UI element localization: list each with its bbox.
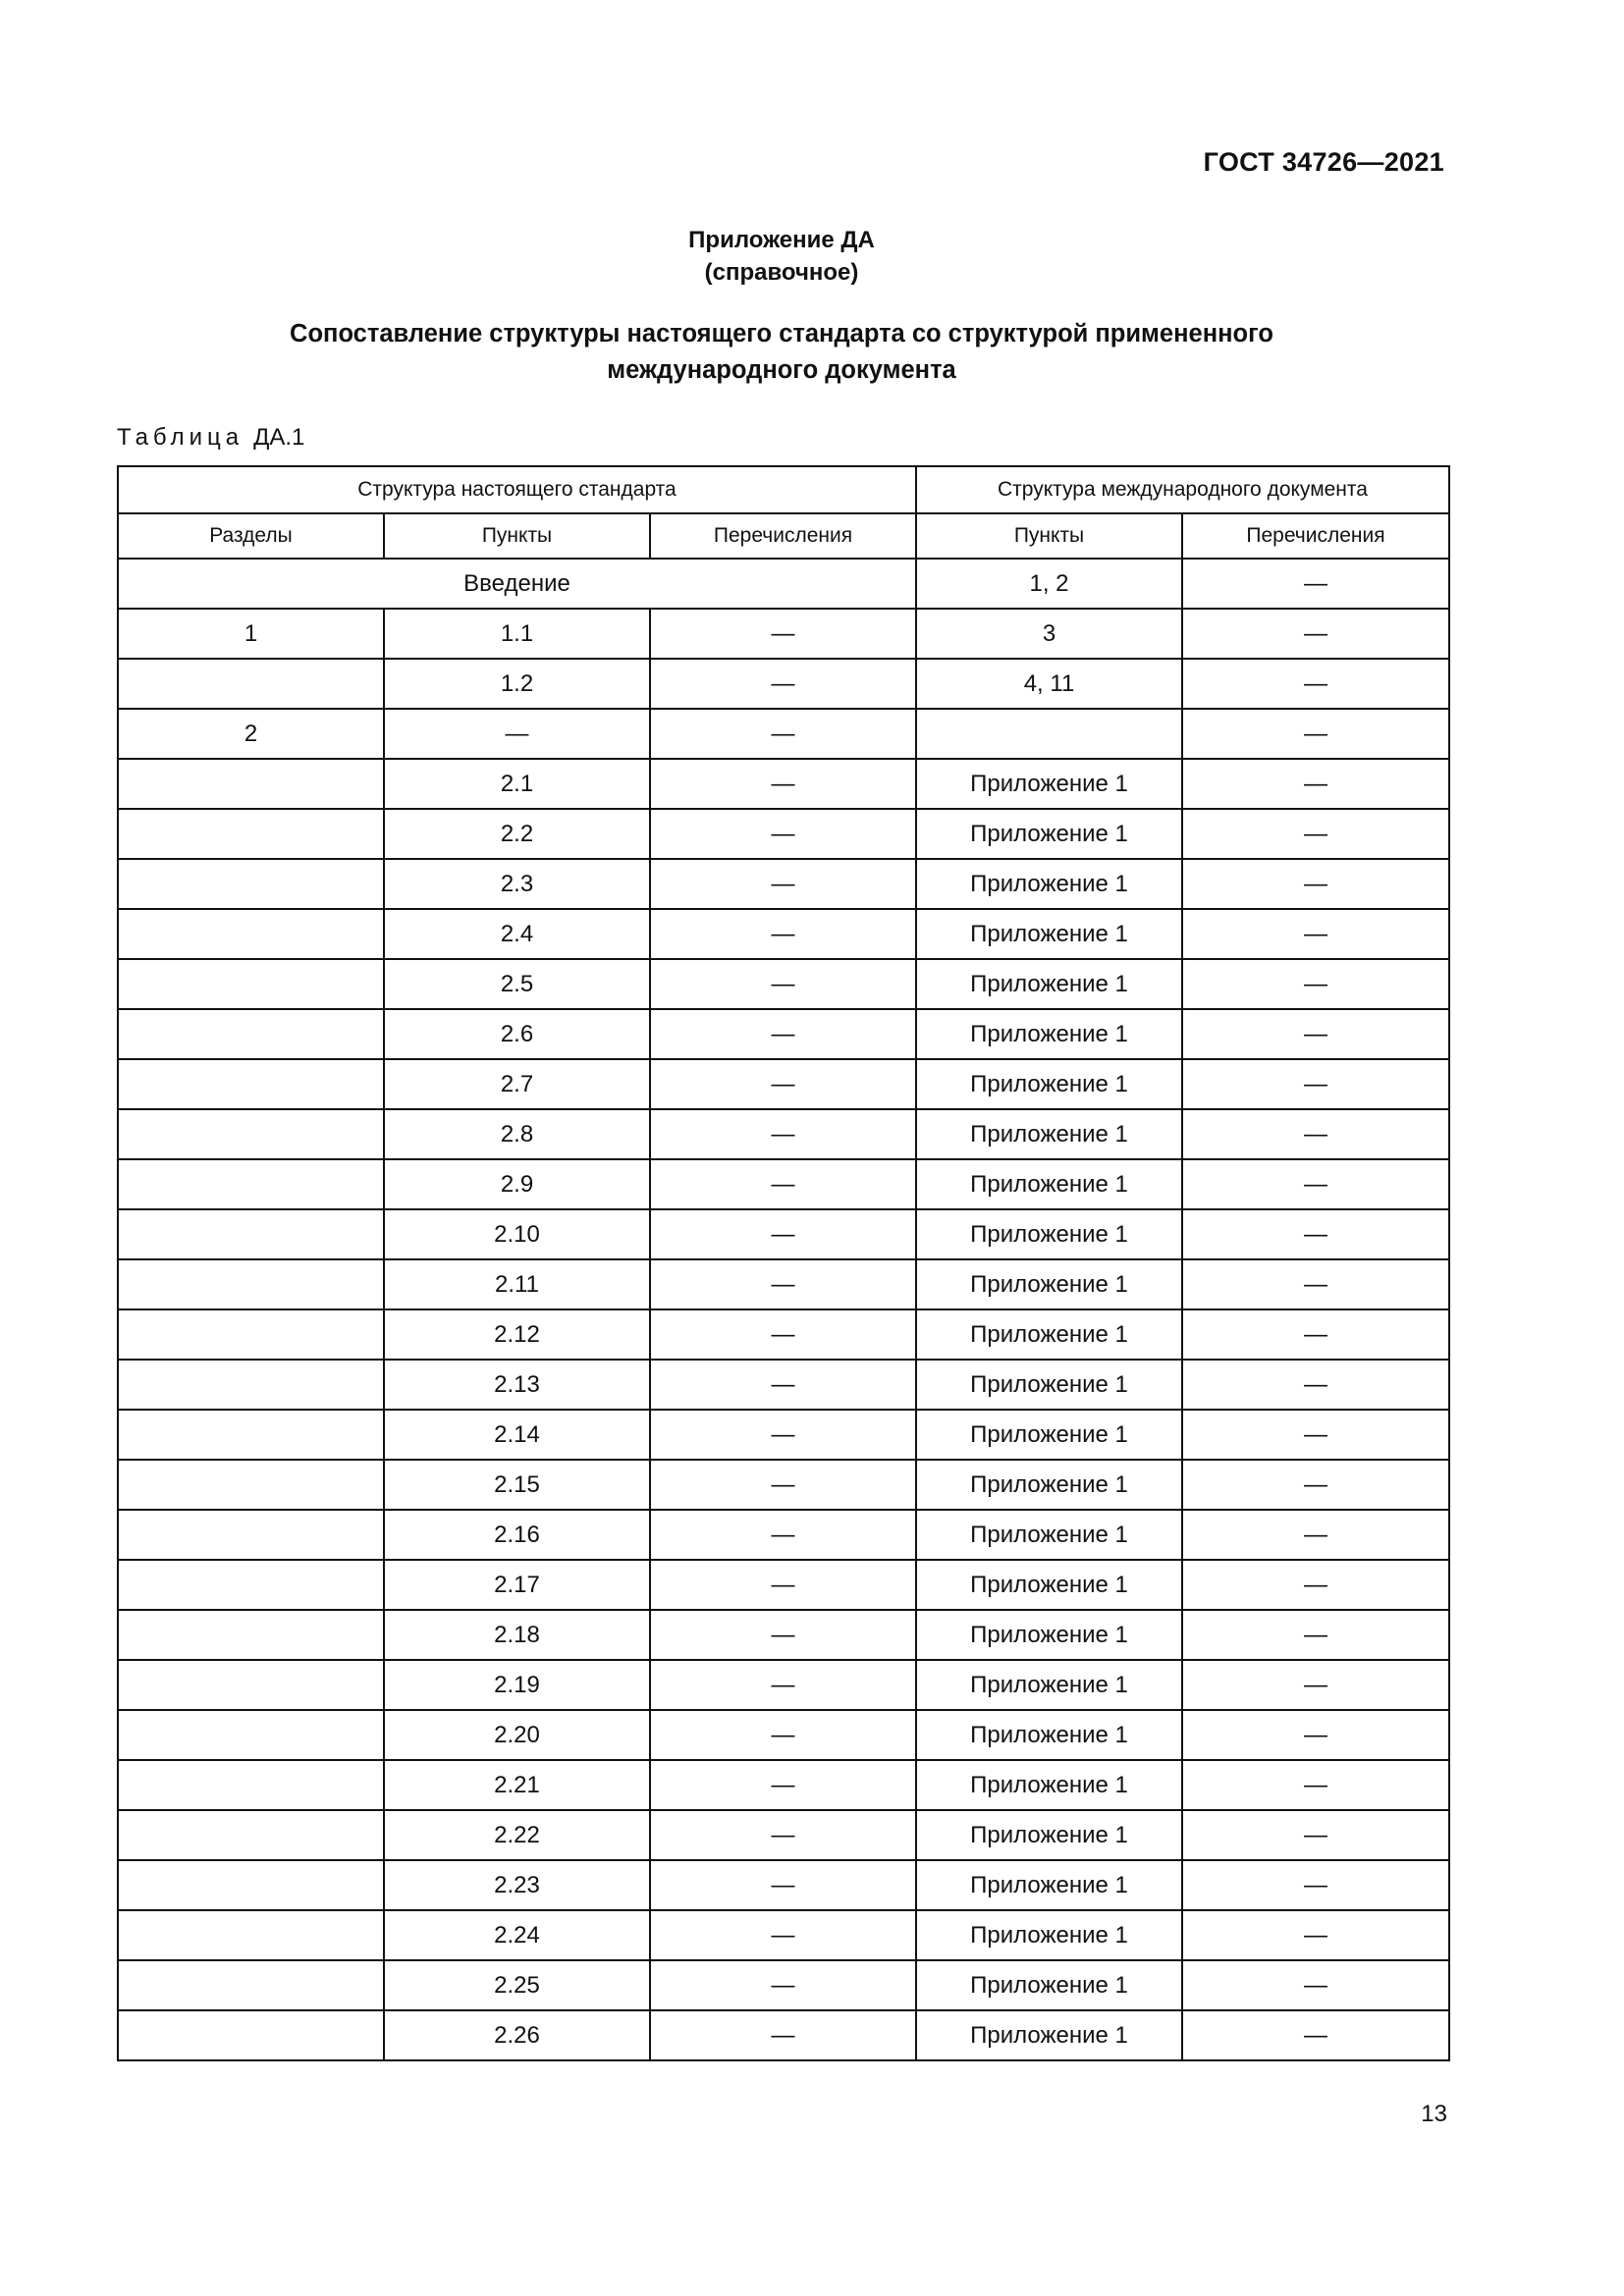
- column-header-clauses: Пункты: [384, 513, 650, 559]
- table-group-header-row: [118, 466, 1449, 513]
- enumeration-cell: —: [650, 1109, 916, 1159]
- group-header-this-standard: Структура настоящего стандарта: [118, 466, 916, 513]
- intl-enumeration-cell: —: [1182, 2010, 1449, 2060]
- intl-enumeration-cell: —: [1182, 1860, 1449, 1910]
- intl-clause-cell: Приложение 1: [916, 1860, 1182, 1910]
- clause-cell: 2.20: [384, 1710, 650, 1760]
- section-cell: [118, 1660, 384, 1710]
- intl-clause-cell: Приложение 1: [916, 1209, 1182, 1259]
- intl-clause-cell: Приложение 1: [916, 1710, 1182, 1760]
- column-header-enumerations: Перечисления: [650, 513, 916, 559]
- section-cell: [118, 1109, 384, 1159]
- table-row: [118, 759, 1449, 809]
- clause-cell: 2.14: [384, 1410, 650, 1460]
- section-cell: [118, 1410, 384, 1460]
- intl-clause-cell: 3: [916, 609, 1182, 659]
- enumeration-cell: —: [650, 1560, 916, 1610]
- clause-cell: 2.9: [384, 1159, 650, 1209]
- section-cell: [118, 2010, 384, 2060]
- intl-clause-cell: Приложение 1: [916, 1910, 1182, 1960]
- table-row: [118, 959, 1449, 1009]
- table-row: [118, 1460, 1449, 1510]
- page-title: [0, 316, 1563, 389]
- section-cell: [118, 1910, 384, 1960]
- intl-enumeration-cell: —: [1182, 1410, 1449, 1460]
- table-row: [118, 1760, 1449, 1810]
- section-cell: [118, 1009, 384, 1059]
- enumeration-cell: —: [650, 1610, 916, 1660]
- intl-enumeration-cell: —: [1182, 1810, 1449, 1860]
- section-cell: 2: [118, 709, 384, 759]
- intl-enumeration-cell: —: [1182, 1910, 1449, 1960]
- page-title-line-1: Сопоставление структуры настоящего стандарта со структурой примененного: [290, 320, 1273, 347]
- table-caption: [117, 424, 304, 452]
- table-row: [118, 859, 1449, 909]
- enumeration-cell: —: [650, 609, 916, 659]
- table-row: [118, 1109, 1449, 1159]
- section-cell: [118, 959, 384, 1009]
- table-row: [118, 1309, 1449, 1360]
- clause-cell: 1.1: [384, 609, 650, 659]
- section-cell: [118, 1810, 384, 1860]
- intl-enumeration-cell: —: [1182, 1560, 1449, 1610]
- enumeration-cell: —: [650, 1960, 916, 2010]
- appendix-heading: [0, 224, 1563, 289]
- intl-enumeration-cell: —: [1182, 1360, 1449, 1410]
- enumeration-cell: —: [650, 1159, 916, 1209]
- enumeration-cell: —: [650, 1410, 916, 1460]
- table-row: [118, 1259, 1449, 1309]
- intro-intl-enumerations-cell: —: [1182, 559, 1449, 609]
- table-row: [118, 1360, 1449, 1410]
- enumeration-cell: —: [650, 1360, 916, 1410]
- enumeration-cell: —: [650, 2010, 916, 2060]
- clause-cell: 2.1: [384, 759, 650, 809]
- intl-enumeration-cell: —: [1182, 909, 1449, 959]
- table-row: [118, 659, 1449, 709]
- intl-enumeration-cell: —: [1182, 1259, 1449, 1309]
- intl-enumeration-cell: —: [1182, 1460, 1449, 1510]
- enumeration-cell: —: [650, 1910, 916, 1960]
- intl-enumeration-cell: —: [1182, 1059, 1449, 1109]
- clause-cell: 2.23: [384, 1860, 650, 1910]
- clause-cell: 2.6: [384, 1009, 650, 1059]
- clause-cell: 2.13: [384, 1360, 650, 1410]
- intl-clause-cell: Приложение 1: [916, 1109, 1182, 1159]
- intl-enumeration-cell: —: [1182, 809, 1449, 859]
- enumeration-cell: —: [650, 1209, 916, 1259]
- intl-clause-cell: Приложение 1: [916, 1460, 1182, 1510]
- clause-cell: 2.17: [384, 1560, 650, 1610]
- enumeration-cell: —: [650, 1510, 916, 1560]
- table-row-introduction: [118, 559, 1449, 609]
- table-row: [118, 1510, 1449, 1560]
- intl-enumeration-cell: —: [1182, 1710, 1449, 1760]
- enumeration-cell: —: [650, 1710, 916, 1760]
- section-cell: [118, 1960, 384, 2010]
- table-row: [118, 1960, 1449, 2010]
- section-cell: [118, 1309, 384, 1360]
- intl-enumeration-cell: —: [1182, 859, 1449, 909]
- intro-intl-clauses-cell: 1, 2: [916, 559, 1182, 609]
- intl-enumeration-cell: —: [1182, 1510, 1449, 1560]
- intl-clause-cell: Приложение 1: [916, 1410, 1182, 1460]
- enumeration-cell: —: [650, 1660, 916, 1710]
- intl-clause-cell: Приложение 1: [916, 809, 1182, 859]
- enumeration-cell: —: [650, 959, 916, 1009]
- intl-clause-cell: Приложение 1: [916, 1309, 1182, 1360]
- intl-enumeration-cell: —: [1182, 1960, 1449, 2010]
- enumeration-cell: —: [650, 1009, 916, 1059]
- intl-enumeration-cell: —: [1182, 759, 1449, 809]
- table-row: [118, 1209, 1449, 1259]
- table-caption-word: Таблица: [117, 424, 244, 451]
- table-row: [118, 1009, 1449, 1059]
- intl-clause-cell: Приложение 1: [916, 2010, 1182, 2060]
- table-column-header-row: [118, 513, 1449, 559]
- column-header-sections: Разделы: [118, 513, 384, 559]
- section-cell: [118, 1259, 384, 1309]
- enumeration-cell: —: [650, 709, 916, 759]
- section-cell: [118, 759, 384, 809]
- section-cell: [118, 859, 384, 909]
- table-row: [118, 1410, 1449, 1460]
- intl-enumeration-cell: —: [1182, 959, 1449, 1009]
- document-code: ГОСТ 34726—2021: [1203, 147, 1444, 177]
- intro-label-cell: Введение: [118, 559, 916, 609]
- section-cell: [118, 1710, 384, 1760]
- section-cell: [118, 809, 384, 859]
- enumeration-cell: —: [650, 1760, 916, 1810]
- enumeration-cell: —: [650, 859, 916, 909]
- enumeration-cell: —: [650, 759, 916, 809]
- table-row: [118, 809, 1449, 859]
- enumeration-cell: —: [650, 659, 916, 709]
- intl-clause-cell: Приложение 1: [916, 959, 1182, 1009]
- intl-clause-cell: Приложение 1: [916, 1810, 1182, 1860]
- clause-cell: 2.26: [384, 2010, 650, 2060]
- intl-clause-cell: Приложение 1: [916, 1760, 1182, 1810]
- appendix-title: Приложение ДА: [688, 227, 875, 253]
- page-title-line-2: международного документа: [607, 356, 956, 384]
- intl-enumeration-cell: —: [1182, 1760, 1449, 1810]
- table-row: [118, 1610, 1449, 1660]
- table-row: [118, 709, 1449, 759]
- table-row: [118, 1660, 1449, 1710]
- intl-enumeration-cell: —: [1182, 1309, 1449, 1360]
- intl-clause-cell: Приложение 1: [916, 859, 1182, 909]
- table-row: [118, 2010, 1449, 2060]
- clause-cell: 2.12: [384, 1309, 650, 1360]
- clause-cell: 2.8: [384, 1109, 650, 1159]
- enumeration-cell: —: [650, 1810, 916, 1860]
- enumeration-cell: —: [650, 909, 916, 959]
- intl-clause-cell: Приложение 1: [916, 1059, 1182, 1109]
- clause-cell: 2.25: [384, 1960, 650, 2010]
- section-cell: [118, 1159, 384, 1209]
- section-cell: [118, 1360, 384, 1410]
- table-row: [118, 1910, 1449, 1960]
- intl-clause-cell: Приложение 1: [916, 1610, 1182, 1660]
- intl-clause-cell: Приложение 1: [916, 1560, 1182, 1610]
- page-number: 13: [1421, 2101, 1447, 2127]
- intl-enumeration-cell: —: [1182, 609, 1449, 659]
- intl-clause-cell: Приложение 1: [916, 1360, 1182, 1410]
- clause-cell: 2.11: [384, 1259, 650, 1309]
- table-row: [118, 609, 1449, 659]
- enumeration-cell: —: [650, 1059, 916, 1109]
- intl-enumeration-cell: —: [1182, 1610, 1449, 1660]
- clause-cell: 2.24: [384, 1910, 650, 1960]
- table-row: [118, 1059, 1449, 1109]
- enumeration-cell: —: [650, 1860, 916, 1910]
- clause-cell: 2.15: [384, 1460, 650, 1510]
- section-cell: [118, 1560, 384, 1610]
- table-row: [118, 1860, 1449, 1910]
- group-header-intl-document: Структура международного документа: [916, 466, 1449, 513]
- column-header-intl-enumerations: Перечисления: [1182, 513, 1449, 559]
- section-cell: [118, 1460, 384, 1510]
- intl-clause-cell: Приложение 1: [916, 759, 1182, 809]
- section-cell: 1: [118, 609, 384, 659]
- intl-clause-cell: 4, 11: [916, 659, 1182, 709]
- intl-enumeration-cell: —: [1182, 1009, 1449, 1059]
- table-caption-id: ДА.1: [253, 424, 305, 451]
- table-row: [118, 1159, 1449, 1209]
- clause-cell: 1.2: [384, 659, 650, 709]
- enumeration-cell: —: [650, 1309, 916, 1360]
- section-cell: [118, 1510, 384, 1560]
- intl-clause-cell: Приложение 1: [916, 1660, 1182, 1710]
- section-cell: [118, 1059, 384, 1109]
- intl-enumeration-cell: —: [1182, 1209, 1449, 1259]
- table-row: [118, 1710, 1449, 1760]
- clause-cell: 2.7: [384, 1059, 650, 1109]
- clause-cell: 2.4: [384, 909, 650, 959]
- clause-cell: 2.18: [384, 1610, 650, 1660]
- appendix-subtitle: (справочное): [704, 259, 859, 286]
- intl-enumeration-cell: —: [1182, 1660, 1449, 1710]
- clause-cell: 2.22: [384, 1810, 650, 1860]
- clause-cell: 2.16: [384, 1510, 650, 1560]
- clause-cell: 2.21: [384, 1760, 650, 1810]
- intl-enumeration-cell: —: [1182, 659, 1449, 709]
- clause-cell: 2.5: [384, 959, 650, 1009]
- table-row: [118, 1560, 1449, 1610]
- intl-enumeration-cell: —: [1182, 1109, 1449, 1159]
- intl-clause-cell: Приложение 1: [916, 1259, 1182, 1309]
- comparison-table: [117, 465, 1450, 2061]
- section-cell: [118, 1860, 384, 1910]
- intl-clause-cell: [916, 709, 1182, 759]
- table-row: [118, 1810, 1449, 1860]
- intl-clause-cell: Приложение 1: [916, 1159, 1182, 1209]
- enumeration-cell: —: [650, 1460, 916, 1510]
- clause-cell: 2.10: [384, 1209, 650, 1259]
- clause-cell: —: [384, 709, 650, 759]
- clause-cell: 2.19: [384, 1660, 650, 1710]
- intl-enumeration-cell: —: [1182, 1159, 1449, 1209]
- comparison-table-body: [118, 466, 1449, 2060]
- intl-clause-cell: Приложение 1: [916, 909, 1182, 959]
- section-cell: [118, 1610, 384, 1660]
- intl-clause-cell: Приложение 1: [916, 1510, 1182, 1560]
- section-cell: [118, 1760, 384, 1810]
- intl-clause-cell: Приложение 1: [916, 1960, 1182, 2010]
- table-row: [118, 909, 1449, 959]
- section-cell: [118, 1209, 384, 1259]
- enumeration-cell: —: [650, 1259, 916, 1309]
- enumeration-cell: —: [650, 809, 916, 859]
- column-header-intl-clauses: Пункты: [916, 513, 1182, 559]
- intl-enumeration-cell: —: [1182, 709, 1449, 759]
- clause-cell: 2.2: [384, 809, 650, 859]
- intl-clause-cell: Приложение 1: [916, 1009, 1182, 1059]
- clause-cell: 2.3: [384, 859, 650, 909]
- section-cell: [118, 909, 384, 959]
- section-cell: [118, 659, 384, 709]
